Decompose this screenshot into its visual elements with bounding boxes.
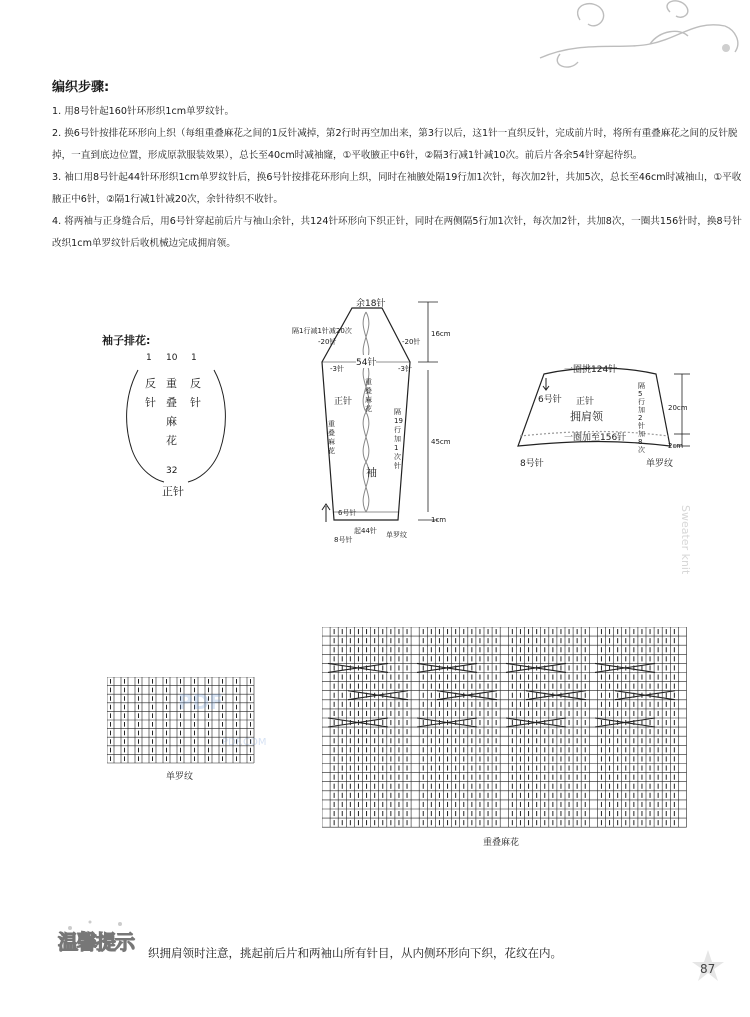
collar-height: 20cm: [668, 404, 688, 412]
sleeve-rib-height: 1cm: [431, 516, 447, 524]
bottom-count: 32: [166, 466, 178, 476]
cable-crossings: [328, 663, 675, 727]
sleeve-dec-left: -20针: [318, 338, 337, 346]
tip-badge: [50, 918, 150, 966]
side-label: Sweater knit: [679, 505, 692, 575]
sleeve-left-stitch: 正针: [334, 397, 353, 407]
sleeve-left-note: 重叠麻花: [328, 420, 335, 455]
collar-needle8: 8号针: [520, 459, 544, 469]
sleeve-inc-note: 隔19行加1次针: [394, 408, 403, 470]
collar-inc-total: 一圈加至156针: [564, 433, 627, 443]
collar-stitch: 正针: [576, 397, 595, 407]
watermark-sub: PDF.COM: [222, 737, 267, 748]
knitting-steps: [52, 76, 742, 255]
watermark: PDF: [178, 690, 223, 714]
sleeve-needle6: 6号针: [338, 509, 357, 517]
collar-rib: 单罗纹: [646, 459, 674, 469]
step-3: 3. 袖口用8号针起44针环形织1cm单罗纹针后，换6号针按排花环形向上织，同时在袖腋处隔19行加1次针，每次加2针，共加5次，总长至46cm时减袖山，①平收腋正中6针，②隔1行减1针减20次，余针待织不收针。: [52, 172, 742, 205]
sleeve-diagram: [290, 290, 460, 550]
collar-inc-note: 隔5行加2针加8次: [638, 382, 645, 454]
corner-ornament: [520, 0, 750, 72]
sleeve-minus-right: -3针: [398, 365, 412, 373]
col3-count: 1: [191, 353, 197, 363]
bottom-text: 正针: [162, 485, 184, 498]
sleeve-center-cable: 重叠麻花: [365, 378, 372, 413]
cable-stitch-chart: [322, 627, 688, 829]
col3-text: 反针: [190, 377, 201, 409]
sleeve-pattern: [90, 326, 250, 506]
step-2: 2. 换6号针按排花环形向上织（每组重叠麻花之间的1反针减掉，第2行时再空加出来，第3行以后，这1针一直织反针，完成前片时，将所有重叠麻花之间的反针脱掉，一直到底边位置，形成原款服装效果），总长至40cm时减袖窿，①平收腋正中6针，②隔3行减1针减10次。前后片各余54针穿起待织。: [52, 128, 738, 161]
collar-top: 一圈挑124针: [564, 365, 618, 375]
col1-count: 1: [146, 353, 152, 363]
steps-title: 编织步骤:: [52, 80, 110, 95]
collar-diagram: [510, 360, 700, 470]
step-1: 1. 用8号针起160针环形织1cm单罗纹针。: [52, 106, 235, 117]
sleeve-label: 袖: [366, 466, 377, 479]
sleeve-pattern-title: 袖子排花:: [102, 334, 151, 347]
sleeve-length: 45cm: [431, 438, 451, 446]
sleeve-minus-left: -3针: [330, 365, 344, 373]
col2-count: 10: [166, 353, 178, 363]
collar-outline: [510, 360, 700, 470]
sleeve-top-count: 余18针: [356, 299, 386, 309]
step-4: 4. 将两袖与正身缝合后，用6号针穿起前后片与袖山余针，共124针环形向下织正针，同时在两侧隔5行加1次针，每次加2针，共加8次，一圈共156针时，换8号针改织1cm单罗纹针后收机械边完成拥肩领。: [52, 216, 742, 249]
col1-text: 反针: [145, 377, 156, 409]
pattern-bracket: [90, 326, 250, 506]
sleeve-mid-count: 54针: [356, 355, 376, 368]
sleeve-cast-on: 起44针: [354, 527, 377, 535]
page-number: 87: [700, 962, 716, 976]
sleeve-dec-note: 隔1行减1针减20次: [292, 327, 352, 335]
collar-name: 拥肩领: [570, 410, 603, 423]
col2-text: 重叠麻花: [166, 377, 177, 447]
sleeve-dec-right: -20针: [402, 338, 421, 346]
sleeve-rib: 单罗纹: [386, 531, 407, 539]
sleeve-cap-height: 16cm: [431, 330, 451, 338]
sleeve-needle8: 8号针: [334, 536, 353, 544]
collar-rib-height: 2cm: [668, 442, 684, 450]
grid-lines: [322, 627, 687, 827]
cable-chart-label: 重叠麻花: [483, 838, 520, 848]
tip-badge-text: 温馨提示: [58, 930, 134, 954]
rib-chart-label: 单罗纹: [166, 772, 194, 782]
collar-needle6: 6号针: [538, 395, 562, 405]
tip-text: 织拥肩领时注意，挑起前后片和两袖山所有针目，从内侧环形向下织，花纹在内。: [148, 946, 562, 960]
